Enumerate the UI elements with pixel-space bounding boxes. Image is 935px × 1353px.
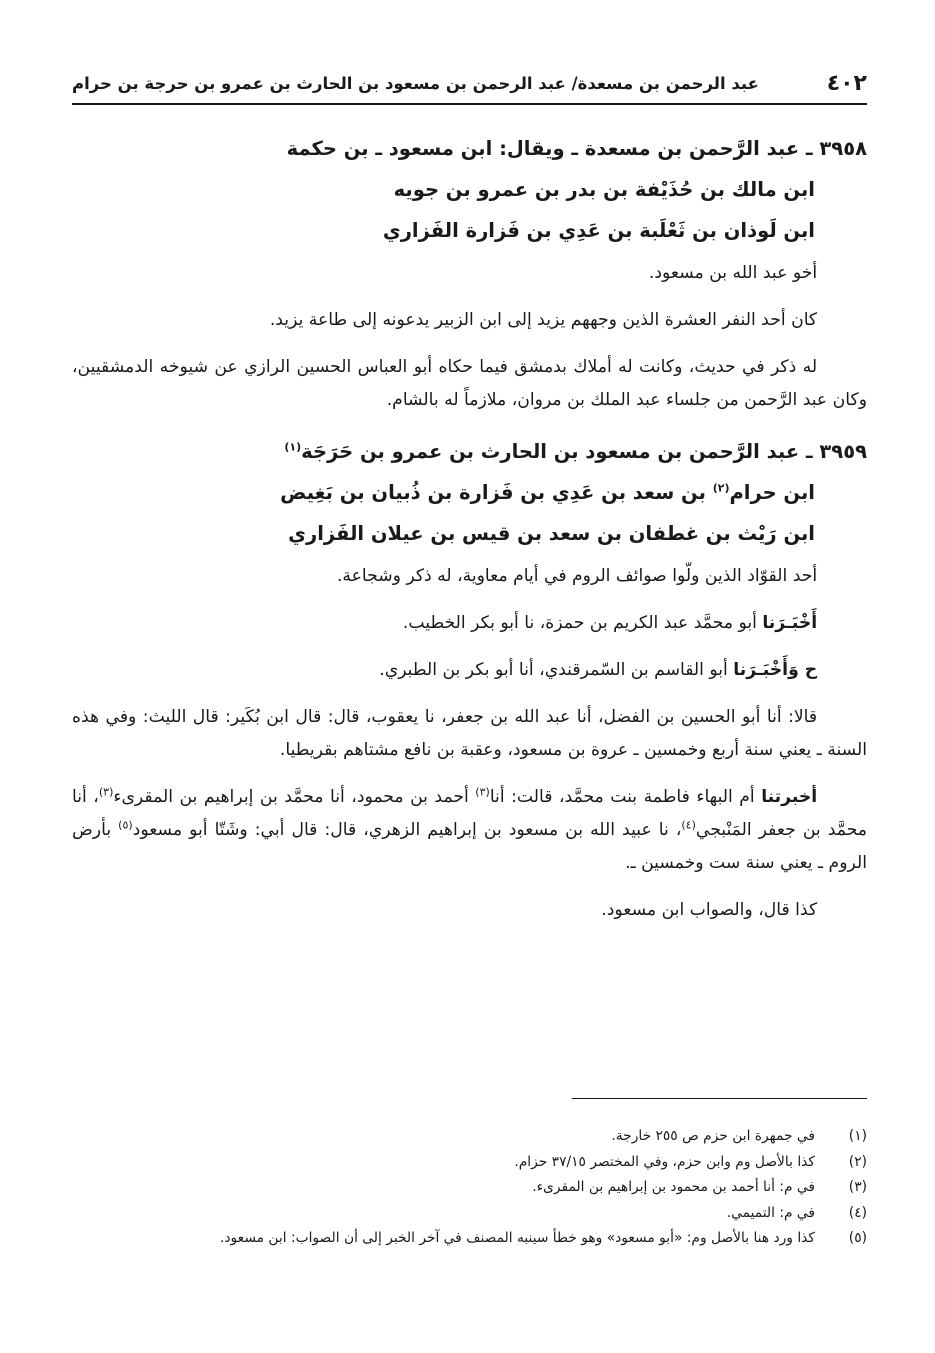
paragraph <box>72 781 867 880</box>
entry-title-3959 <box>72 431 867 554</box>
footnote <box>72 1150 867 1176</box>
footnote-mark: (٤) <box>848 1204 867 1221</box>
entry-title-line: ابن مالك بن حُذَيْفة بن بدر بن عمرو بن جويه <box>393 178 815 201</box>
footnote-ref: (٣) <box>475 785 490 799</box>
entry-title-line: ابن رَيْث بن غطفان بن سعد بن قيس بن عيلان الفَزاري <box>288 522 815 545</box>
header-rule <box>72 103 867 105</box>
footnote-ref: (٣) <box>98 785 114 799</box>
footnote-text: في جمهرة ابن حزم ص ٢٥٥ خارجة. <box>611 1128 815 1144</box>
footnotes <box>72 1124 867 1252</box>
paragraph: أحد القوّاد الذين ولّوا صوائف الروم في أيام معاوية، له ذكر وشجاعة. <box>336 566 818 586</box>
isnad-lead: ح وَأَخْبَـرَنا <box>733 660 818 680</box>
footnote-text: في م: أنا أحمد بن محمود بن إبراهيم بن المقرىء. <box>532 1179 815 1195</box>
footnote-text: في م: التميمي. <box>726 1204 815 1221</box>
entry-title-line: ٣٩٥٨ ـ عبد الرَّحمن بن مسعدة ـ ويقال: ابن مسعود ـ بن حكمة <box>286 137 867 160</box>
footnote-ref: (٢) <box>712 481 730 495</box>
paragraph-text: أحمد بن محمود، أنا محمَّد بن إبراهيم بن المقرىء <box>113 787 476 807</box>
footnote <box>72 1175 867 1201</box>
paragraph <box>72 654 867 687</box>
paragraph: له ذكر في حديث، وكانت له أملاك بدمشق فيما حكاه أبو العباس الحسين الرازي عن شيوخه الدمشقيين، وكان عبد الرَّحمن من جلساء عبد الملك بن مروان، ملازماً له بالشام. <box>72 357 867 410</box>
entry-title-text: ٣٩٥٩ ـ عبد الرَّحمن بن مسعود بن الحارث بن عمرو بن حَرَجَة <box>301 440 867 463</box>
footnote-text: كذا ورد هنا بالأصل وم: «أبو مسعود» وهو خطأ سينبه المصنف في آخر الخبر إلى أن الصواب: ابن مسعود. <box>220 1230 815 1246</box>
paragraph-text: بأرض الروم ـ يعني سنة ست وخمسين ـ. <box>72 820 867 873</box>
paragraph-text: ، نا عبيد الله بن مسعود بن إبراهيم الزهري، قال: قال أبي: وشَتّا أبو مسعود <box>132 820 682 840</box>
paragraph: كان أحد النفر العشرة الذين وجههم يزيد إلى ابن الزبير يدعونه إلى طاعة يزيد. <box>269 310 818 330</box>
footnote-mark: (٥) <box>848 1230 867 1246</box>
isnad-lead: أَخْبَـرَنا <box>762 613 818 633</box>
entry-title-line: ابن لَوذان بن ثَعْلَبة بن عَدِي بن فَزارة الفَزاري <box>382 219 815 242</box>
running-title: عبد الرحمن بن مسعدة/ عبد الرحمن بن مسعود بن الحارث بن عمرو بن حرجة بن حرام <box>72 73 759 93</box>
footnote-separator <box>572 1098 867 1099</box>
footnote <box>72 1226 867 1252</box>
page-number: ٤٠٢ <box>826 70 867 96</box>
paragraph: قالا: أنا أبو الحسين بن الفضل، أنا عبد الله بن جعفر، نا يعقوب، قال: قال ابن بُكَير: قال الليث: وفي هذه السنة ـ يعني سنة أربع وخمسين ـ عروة بن مسعود، وعقبة بن نافع مشتاهم بقريطيا. <box>72 707 867 760</box>
paragraph-text: أم البهاء فاطمة بنت محمَّد، قالت: أنا <box>489 787 762 807</box>
footnote-mark: (١) <box>848 1128 867 1144</box>
running-header <box>72 66 867 100</box>
main-text <box>72 128 867 941</box>
entry-title-text: بن سعد بن عَدِي بن فَزارة بن ذُبيان بن بَغِيض <box>280 481 713 504</box>
paragraph <box>72 607 867 640</box>
entry-title-text: ابن حرام <box>729 481 815 504</box>
paragraph-text: ، أنا محمَّد بن جعفر المَنْبجي <box>72 787 867 840</box>
paragraph-text: أبو القاسم بن السّمرقندي، أنا أبو بكر بن الطبري. <box>379 660 734 680</box>
paragraph-text: أبو محمَّد عبد الكريم بن حمزة، نا أبو بكر الخطيب. <box>402 613 763 633</box>
footnote <box>72 1201 867 1227</box>
entry-title-3958 <box>72 128 867 251</box>
footnote-mark: (٣) <box>848 1179 867 1195</box>
paragraph: أخو عبد الله بن مسعود. <box>648 263 818 283</box>
isnad-lead: أخبرتنا <box>761 787 818 807</box>
entry-title-line <box>72 431 867 472</box>
paragraph: كذا قال، والصواب ابن مسعود. <box>601 900 818 920</box>
footnote-ref: (٥) <box>118 818 133 832</box>
footnote-ref: (٤) <box>681 818 696 832</box>
footnote <box>72 1124 867 1150</box>
footnote-mark: (٢) <box>848 1153 867 1170</box>
footnote-text: كذا بالأصل وم وابن حزم، وفي المختصر ٣٧/١٥ حزام. <box>514 1153 815 1170</box>
footnote-ref: (١) <box>284 440 302 454</box>
entry-title-line <box>72 472 815 513</box>
